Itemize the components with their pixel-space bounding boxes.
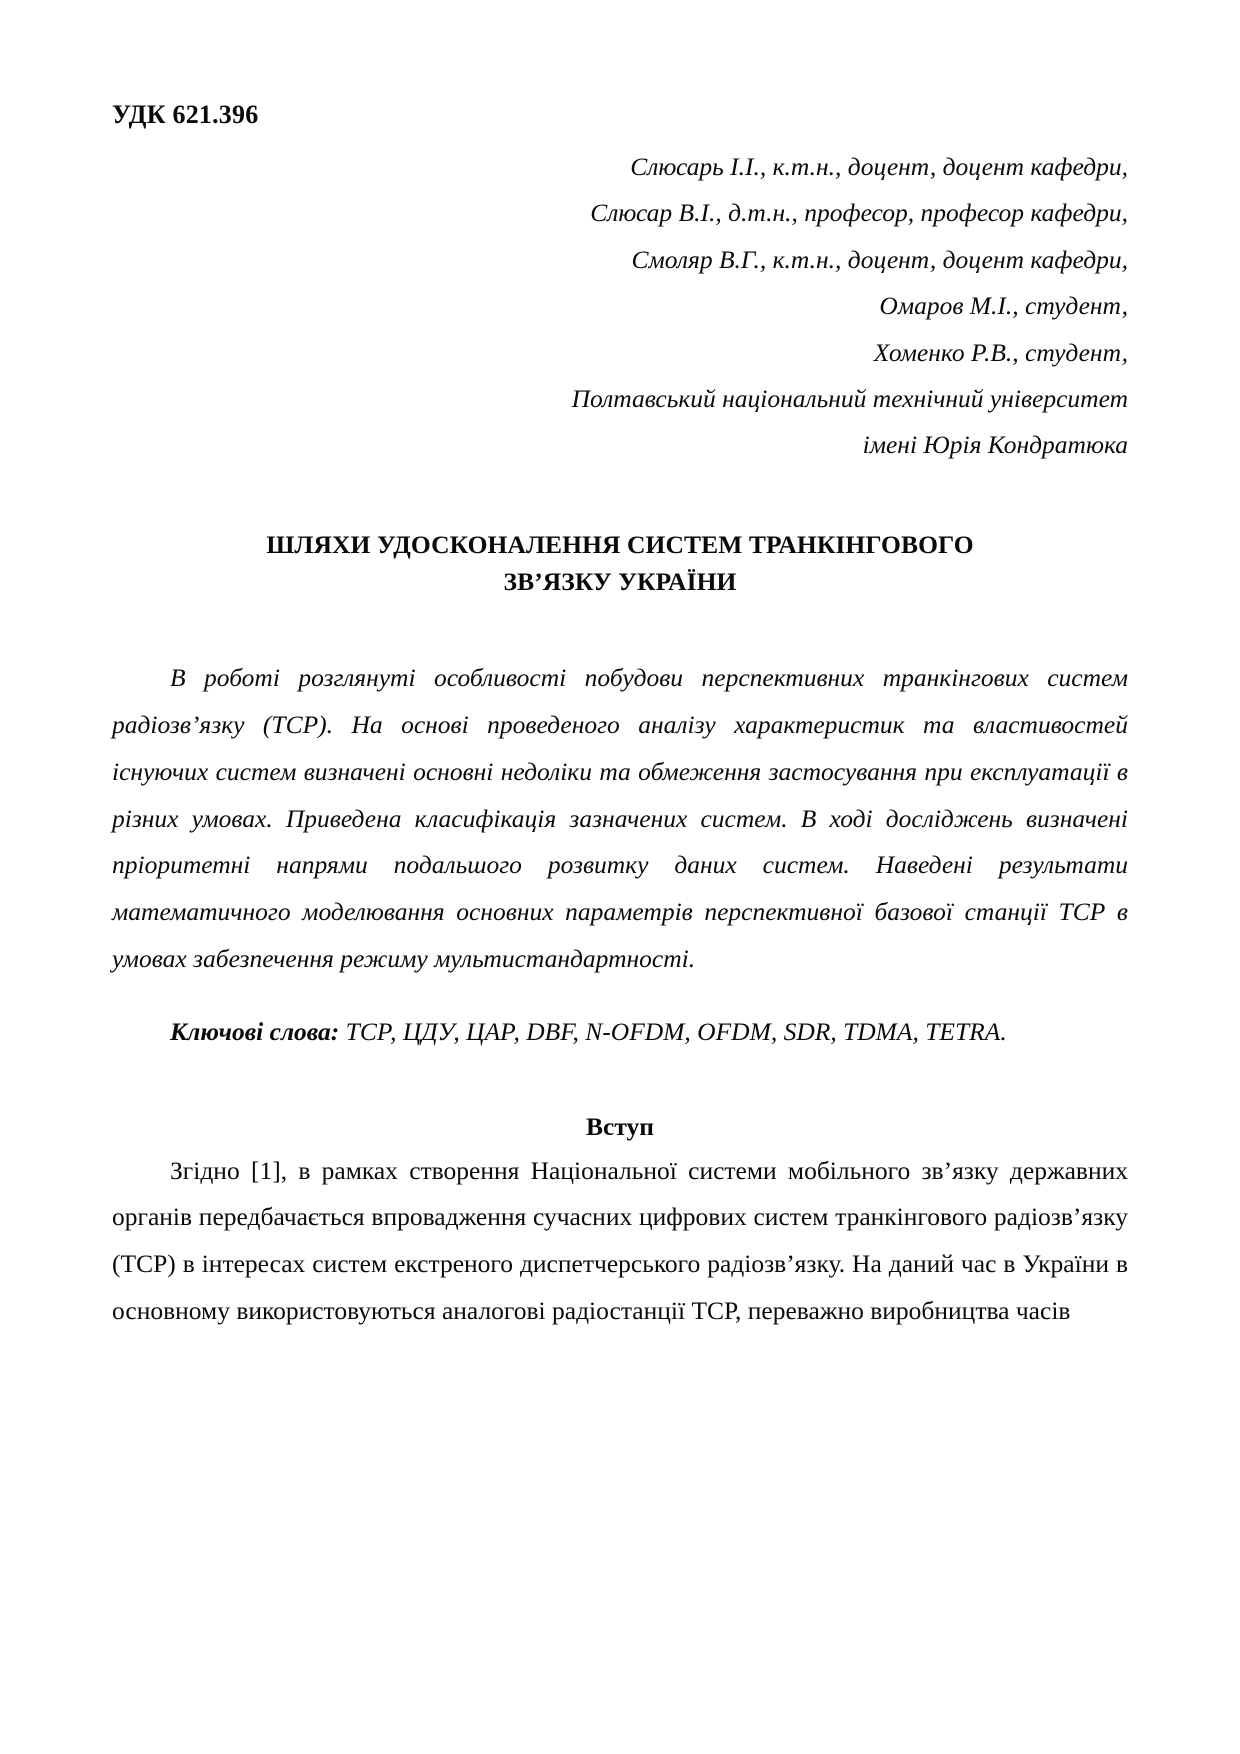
- udk-code: УДК 621.396: [112, 100, 259, 129]
- title-line-2: ЗВ’ЯЗКУ УКРАЇНИ: [503, 566, 737, 596]
- page-title: [142, 527, 1098, 601]
- keywords-value: ТСР, ЦДУ, ЦАР, DBF, N-OFDM, OFDM, SDR, TDMA, TETRA.: [345, 1016, 1007, 1046]
- author-line: Слюсарь І.І., к.т.н., доцент, доцент кафедри,: [630, 152, 1128, 181]
- author-line: Смоляр В.Г., к.т.н., доцент, доцент кафедри,: [631, 244, 1128, 274]
- author-block: [112, 144, 1128, 469]
- keywords-label: Ключові слова:: [170, 1016, 346, 1046]
- author-line: Хоменко Р.В., студент,: [873, 337, 1128, 367]
- affiliation-line: імені Юрія Кондратюка: [862, 430, 1128, 460]
- affiliation-line: Полтавський національний технічний університет: [571, 384, 1128, 414]
- author-line: Слюсар В.І., д.т.н., професор, професор кафедри,: [590, 198, 1128, 228]
- intro-paragraph: Згідно [1], в рамках створення Національної системи мобільного зв’язку державних органів передбачається впровадження сучасних цифрових систем транкінгового радіозв’язку (ТСР) в інтересах систем екстреного диспетчерського радіозв’язку. На даний час в України в основному використовуються аналогові радіостанції ТСР, переважно виробництва часів: [112, 1155, 1128, 1326]
- author-line: Омаров М.І., студент,: [879, 291, 1128, 321]
- abstract-text: В роботі розглянуті особливості побудови перспективних транкінгових систем радіозв’язку (ТСР). На основі проведеного аналізу характеристик та властивостей існуючих систем визначені основні недоліки та обмеження застосування при експлуатації в різних умовах. Приведена класифікація зазначених систем. В ході досліджень визначені пріоритетні напрями подальшого розвитку даних систем. Наведені результати математичного моделювання основних параметрів перспективної базової станції ТСР в умовах забезпечення режиму мультистандартності.: [112, 662, 1128, 974]
- keywords-line: [112, 1009, 1128, 1056]
- title-line-1: ШЛЯХИ УДОСКОНАЛЕННЯ СИСТЕМ ТРАНКІНГОВОГО: [266, 529, 974, 559]
- section-heading-intro: Вступ: [586, 1111, 654, 1141]
